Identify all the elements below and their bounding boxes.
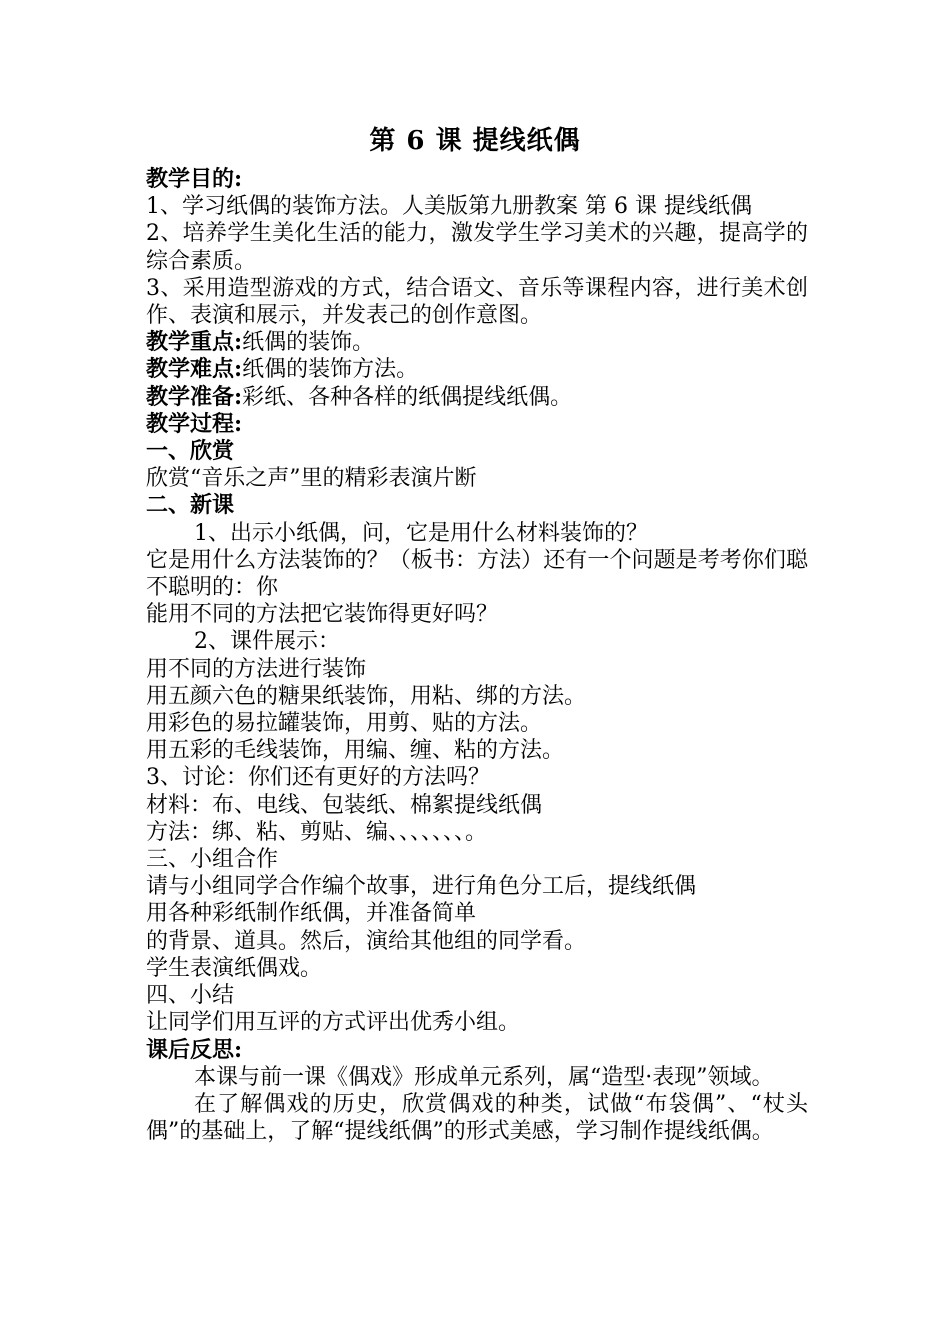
key-point-label: 教学重点: bbox=[146, 329, 243, 356]
section-1-text: 欣赏“音乐之声”里的精彩表演片断 bbox=[146, 466, 477, 492]
key-point bbox=[146, 329, 808, 356]
objective-item: 1、学习纸偶的装饰方法。人美版第九册教案 第 6 课 提线纸偶 bbox=[146, 194, 752, 220]
section-2-question-3: 能用不同的方法把它装饰得更好吗？ bbox=[146, 602, 499, 628]
section-2-line: 用五颜六色的糖果纸装饰，用粘、绑的方法。 bbox=[146, 683, 587, 709]
lesson-title: 第 6 课 提线纸偶 bbox=[369, 126, 581, 156]
process-heading: 教学过程: bbox=[146, 410, 243, 437]
key-point-text: 纸偶的装饰。 bbox=[242, 330, 375, 356]
section-2-question-2: 它是用什么方法装饰的？（板书：方法）还有一个问题是考考你们聪不聪明的：你 bbox=[146, 547, 808, 601]
preparation-text: 彩纸、各种各样的纸偶提线纸偶。 bbox=[242, 384, 573, 410]
reflection-paragraph-2: 在了解偶戏的历史，欣赏偶戏的种类，试做“布袋偶”、“杖头偶”的基础上，了解“提线纸偶”的形式美感，学习制作提线纸偶。 bbox=[146, 1091, 808, 1145]
section-4-text: 让同学们用互评的方式评出优秀小组。 bbox=[146, 1010, 521, 1036]
section-2-methods: 方法：绑、粘、剪贴、编、、、、、、、。 bbox=[146, 819, 488, 845]
objectives-heading: 教学目的: bbox=[146, 166, 243, 192]
section-2-heading: 二、新课 bbox=[146, 492, 235, 519]
section-3-line: 学生表演纸偶戏。 bbox=[146, 955, 323, 981]
reflection-heading: 课后反思: bbox=[146, 1036, 243, 1063]
section-2-line: 用不同的方法进行装饰 bbox=[146, 656, 367, 682]
difficulty bbox=[146, 356, 808, 383]
difficulty-text: 纸偶的装饰方法。 bbox=[242, 357, 419, 383]
objective-item: 2、培养学生美化生活的能力，激发学生学习美术的兴趣，提高学的综合素质。 bbox=[146, 221, 808, 274]
section-2-materials: 材料：布、电线、包装纸、棉絮提线纸偶 bbox=[146, 792, 543, 818]
section-2-line: 用五彩的毛线装饰，用编、缠、粘的方法。 bbox=[146, 738, 565, 764]
difficulty-label: 教学难点: bbox=[146, 356, 243, 383]
section-2-point-2: 2、课件展示： bbox=[194, 629, 340, 655]
section-2-line: 用彩色的易拉罐装饰，用剪、贴的方法。 bbox=[146, 711, 543, 737]
section-3-line: 请与小组同学合作编个故事，进行角色分工后，提线纸偶 bbox=[146, 874, 697, 900]
preparation-label: 教学准备: bbox=[146, 383, 243, 410]
lesson-body bbox=[146, 166, 808, 1145]
section-2-question-1: 1、出示小纸偶，问，它是用什么材料装饰的？ bbox=[194, 520, 648, 546]
section-1-heading: 一、欣赏 bbox=[146, 438, 235, 465]
section-3-line: 用各种彩纸制作纸偶，并准备简单 bbox=[146, 901, 477, 927]
section-4-heading: 四、小结 bbox=[146, 983, 235, 1009]
section-3-heading: 三、小组合作 bbox=[146, 847, 279, 873]
section-3-line: 的背景、道具。然后，演给其他组的同学看。 bbox=[146, 928, 587, 954]
objective-item: 3、采用造型游戏的方式，结合语文、音乐等课程内容，进行美术创作、表演和展示，并发表己的创作意图。 bbox=[146, 275, 808, 329]
preparation bbox=[146, 384, 808, 411]
reflection-paragraph-1: 本课与前一课《偶戏》形成单元系列，属“造型·表现”领域。 bbox=[194, 1064, 774, 1090]
section-2-point-3: 3、讨论：你们还有更好的方法吗？ bbox=[146, 765, 490, 791]
